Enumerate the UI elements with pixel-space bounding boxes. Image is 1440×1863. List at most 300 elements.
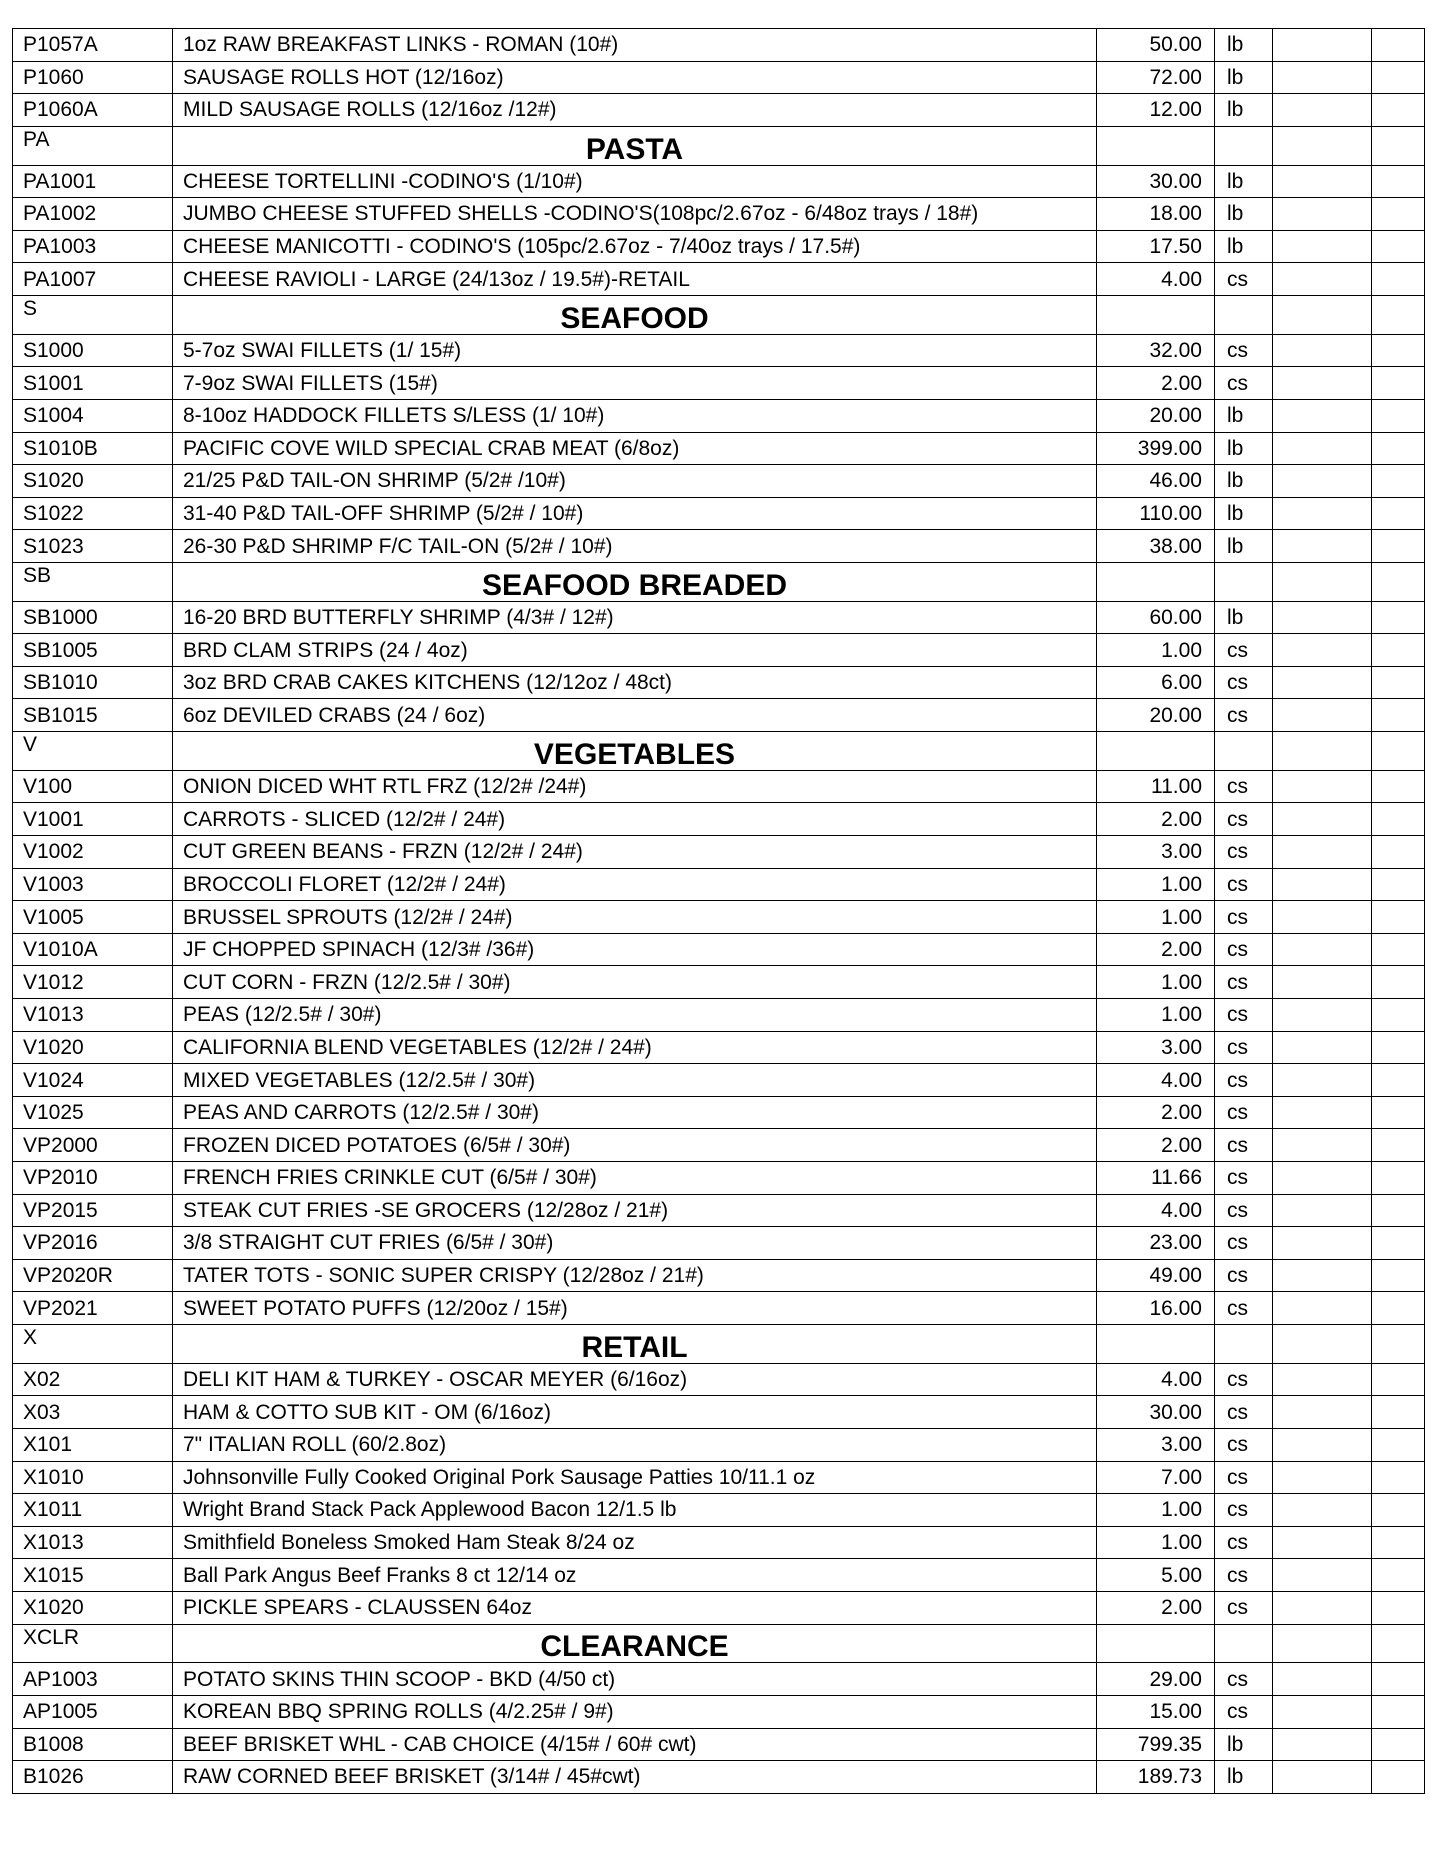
empty-cell: [1273, 198, 1372, 231]
item-description: 26-30 P&D SHRIMP F/C TAIL-ON (5/2# / 10#): [173, 530, 1097, 563]
item-description: JUMBO CHEESE STUFFED SHELLS -CODINO'S(108pc/2.67oz - 6/48oz trays / 18#): [173, 198, 1097, 231]
empty-cell: [1273, 1761, 1372, 1794]
item-description: RAW CORNED BEEF BRISKET (3/14# / 45#cwt): [173, 1761, 1097, 1794]
empty-cell: [1215, 295, 1273, 334]
item-description: FRENCH FRIES CRINKLE CUT (6/5# / 30#): [173, 1162, 1097, 1195]
item-description: PICKLE SPEARS - CLAUSSEN 64oz: [173, 1591, 1097, 1624]
item-unit: cs: [1215, 836, 1273, 869]
item-description: 7-9oz SWAI FILLETS (15#): [173, 367, 1097, 400]
empty-cell: [1372, 1624, 1425, 1663]
item-row: [13, 1461, 1425, 1494]
inventory-table-body: [13, 29, 1425, 1794]
item-row: [13, 1259, 1425, 1292]
empty-cell: [1215, 126, 1273, 165]
item-row: [13, 530, 1425, 563]
item-quantity: 1.00: [1097, 868, 1215, 901]
empty-cell: [1372, 295, 1425, 334]
empty-cell: [1215, 1324, 1273, 1363]
item-description: BROCCOLI FLORET (12/2# / 24#): [173, 868, 1097, 901]
empty-cell: [1273, 432, 1372, 465]
section-title: VEGETABLES: [173, 732, 1097, 771]
item-code: X1010: [13, 1461, 173, 1494]
empty-cell: [1372, 770, 1425, 803]
item-description: CALIFORNIA BLEND VEGETABLES (12/2# / 24#): [173, 1031, 1097, 1064]
item-code: AP1005: [13, 1695, 173, 1728]
section-code: PA: [13, 126, 173, 165]
section-header-row: [13, 562, 1425, 601]
item-description: CARROTS - SLICED (12/2# / 24#): [173, 803, 1097, 836]
item-code: PA1003: [13, 230, 173, 263]
item-row: [13, 933, 1425, 966]
item-quantity: 20.00: [1097, 399, 1215, 432]
item-description: BEEF BRISKET WHL - CAB CHOICE (4/15# / 60# cwt): [173, 1728, 1097, 1761]
empty-cell: [1273, 732, 1372, 771]
item-row: [13, 1162, 1425, 1195]
empty-cell: [1273, 1526, 1372, 1559]
item-row: [13, 61, 1425, 94]
section-title: PASTA: [173, 126, 1097, 165]
item-description: 6oz DEVILED CRABS (24 / 6oz): [173, 699, 1097, 732]
item-unit: cs: [1215, 770, 1273, 803]
item-row: [13, 1494, 1425, 1527]
item-code: V1001: [13, 803, 173, 836]
empty-cell: [1097, 1624, 1215, 1663]
empty-cell: [1273, 230, 1372, 263]
empty-cell: [1372, 933, 1425, 966]
item-code: P1060: [13, 61, 173, 94]
empty-cell: [1372, 1227, 1425, 1260]
empty-cell: [1273, 126, 1372, 165]
item-row: [13, 1031, 1425, 1064]
empty-cell: [1372, 1396, 1425, 1429]
item-description: CHEESE MANICOTTI - CODINO'S (105pc/2.67oz - 7/40oz trays / 17.5#): [173, 230, 1097, 263]
item-description: MIXED VEGETABLES (12/2.5# / 30#): [173, 1064, 1097, 1097]
item-quantity: 399.00: [1097, 432, 1215, 465]
empty-cell: [1372, 1728, 1425, 1761]
item-quantity: 29.00: [1097, 1663, 1215, 1696]
empty-cell: [1273, 1624, 1372, 1663]
empty-cell: [1372, 868, 1425, 901]
empty-cell: [1372, 1324, 1425, 1363]
item-description: STEAK CUT FRIES -SE GROCERS (12/28oz / 21#): [173, 1194, 1097, 1227]
item-row: [13, 966, 1425, 999]
item-unit: cs: [1215, 999, 1273, 1032]
item-description: SAUSAGE ROLLS HOT (12/16oz): [173, 61, 1097, 94]
item-row: [13, 1227, 1425, 1260]
item-row: [13, 1695, 1425, 1728]
item-quantity: 189.73: [1097, 1761, 1215, 1794]
item-unit: lb: [1215, 465, 1273, 498]
item-code: VP2020R: [13, 1259, 173, 1292]
item-code: V1005: [13, 901, 173, 934]
item-row: [13, 399, 1425, 432]
empty-cell: [1215, 732, 1273, 771]
item-quantity: 60.00: [1097, 601, 1215, 634]
item-quantity: 32.00: [1097, 334, 1215, 367]
item-quantity: 1.00: [1097, 999, 1215, 1032]
item-description: ONION DICED WHT RTL FRZ (12/2# /24#): [173, 770, 1097, 803]
item-unit: cs: [1215, 1194, 1273, 1227]
empty-cell: [1372, 198, 1425, 231]
item-unit: cs: [1215, 803, 1273, 836]
empty-cell: [1372, 1259, 1425, 1292]
item-unit: cs: [1215, 1129, 1273, 1162]
empty-cell: [1273, 1162, 1372, 1195]
item-code: SB1015: [13, 699, 173, 732]
item-code: PA1001: [13, 165, 173, 198]
item-row: [13, 1761, 1425, 1794]
item-unit: cs: [1215, 367, 1273, 400]
item-unit: cs: [1215, 1695, 1273, 1728]
empty-cell: [1372, 1129, 1425, 1162]
empty-cell: [1273, 29, 1372, 62]
item-quantity: 2.00: [1097, 1096, 1215, 1129]
item-quantity: 17.50: [1097, 230, 1215, 263]
item-description: Wright Brand Stack Pack Applewood Bacon 12/1.5 lb: [173, 1494, 1097, 1527]
item-code: SB1000: [13, 601, 173, 634]
item-description: CHEESE TORTELLINI -CODINO'S (1/10#): [173, 165, 1097, 198]
empty-cell: [1372, 1064, 1425, 1097]
item-row: [13, 1396, 1425, 1429]
empty-cell: [1372, 1096, 1425, 1129]
item-unit: cs: [1215, 901, 1273, 934]
item-quantity: 38.00: [1097, 530, 1215, 563]
item-unit: cs: [1215, 634, 1273, 667]
item-description: CUT CORN - FRZN (12/2.5# / 30#): [173, 966, 1097, 999]
item-quantity: 2.00: [1097, 1129, 1215, 1162]
item-code: X03: [13, 1396, 173, 1429]
item-code: S1004: [13, 399, 173, 432]
item-row: [13, 868, 1425, 901]
item-code: S1000: [13, 334, 173, 367]
section-code: V: [13, 732, 173, 771]
item-unit: cs: [1215, 1292, 1273, 1325]
item-row: [13, 230, 1425, 263]
item-row: [13, 1526, 1425, 1559]
item-quantity: 12.00: [1097, 94, 1215, 127]
section-header-row: [13, 732, 1425, 771]
item-code: P1057A: [13, 29, 173, 62]
empty-cell: [1273, 562, 1372, 601]
item-description: PACIFIC COVE WILD SPECIAL CRAB MEAT (6/8oz): [173, 432, 1097, 465]
item-code: X1015: [13, 1559, 173, 1592]
empty-cell: [1372, 1162, 1425, 1195]
item-description: PEAS AND CARROTS (12/2.5# / 30#): [173, 1096, 1097, 1129]
item-description: TATER TOTS - SONIC SUPER CRISPY (12/28oz / 21#): [173, 1259, 1097, 1292]
item-row: [13, 29, 1425, 62]
item-quantity: 4.00: [1097, 1194, 1215, 1227]
item-quantity: 11.66: [1097, 1162, 1215, 1195]
item-row: [13, 1591, 1425, 1624]
empty-cell: [1273, 497, 1372, 530]
item-unit: cs: [1215, 1162, 1273, 1195]
item-quantity: 4.00: [1097, 263, 1215, 296]
item-code: X1011: [13, 1494, 173, 1527]
empty-cell: [1372, 901, 1425, 934]
item-quantity: 15.00: [1097, 1695, 1215, 1728]
item-quantity: 110.00: [1097, 497, 1215, 530]
section-title: SEAFOOD BREADED: [173, 562, 1097, 601]
item-quantity: 2.00: [1097, 803, 1215, 836]
item-unit: lb: [1215, 61, 1273, 94]
section-header-row: [13, 295, 1425, 334]
empty-cell: [1372, 666, 1425, 699]
item-row: [13, 1559, 1425, 1592]
item-description: 8-10oz HADDOCK FILLETS S/LESS (1/ 10#): [173, 399, 1097, 432]
item-quantity: 16.00: [1097, 1292, 1215, 1325]
item-row: [13, 1129, 1425, 1162]
item-unit: lb: [1215, 165, 1273, 198]
item-description: 7" ITALIAN ROLL (60/2.8oz): [173, 1428, 1097, 1461]
item-description: CUT GREEN BEANS - FRZN (12/2# / 24#): [173, 836, 1097, 869]
item-code: B1026: [13, 1761, 173, 1794]
item-code: P1060A: [13, 94, 173, 127]
item-code: VP2021: [13, 1292, 173, 1325]
item-description: BRD CLAM STRIPS (24 / 4oz): [173, 634, 1097, 667]
section-title: SEAFOOD: [173, 295, 1097, 334]
section-code: SB: [13, 562, 173, 601]
item-code: VP2000: [13, 1129, 173, 1162]
item-unit: cs: [1215, 1591, 1273, 1624]
item-description: MILD SAUSAGE ROLLS (12/16oz /12#): [173, 94, 1097, 127]
empty-cell: [1273, 1728, 1372, 1761]
item-unit: cs: [1215, 1096, 1273, 1129]
item-code: V1002: [13, 836, 173, 869]
empty-cell: [1372, 999, 1425, 1032]
item-unit: cs: [1215, 1428, 1273, 1461]
item-quantity: 72.00: [1097, 61, 1215, 94]
item-description: JF CHOPPED SPINACH (12/3# /36#): [173, 933, 1097, 966]
item-quantity: 7.00: [1097, 1461, 1215, 1494]
inventory-table: [12, 28, 1425, 1794]
empty-cell: [1372, 465, 1425, 498]
item-unit: lb: [1215, 497, 1273, 530]
item-unit: lb: [1215, 1728, 1273, 1761]
item-unit: cs: [1215, 1663, 1273, 1696]
empty-cell: [1273, 1591, 1372, 1624]
empty-cell: [1372, 497, 1425, 530]
item-row: [13, 1363, 1425, 1396]
empty-cell: [1372, 530, 1425, 563]
item-row: [13, 770, 1425, 803]
item-unit: cs: [1215, 263, 1273, 296]
empty-cell: [1273, 1559, 1372, 1592]
item-code: V1020: [13, 1031, 173, 1064]
item-row: [13, 1728, 1425, 1761]
empty-cell: [1273, 1064, 1372, 1097]
empty-cell: [1372, 1461, 1425, 1494]
item-code: X1020: [13, 1591, 173, 1624]
item-unit: cs: [1215, 933, 1273, 966]
item-unit: lb: [1215, 601, 1273, 634]
item-unit: cs: [1215, 1494, 1273, 1527]
item-description: BRUSSEL SPROUTS (12/2# / 24#): [173, 901, 1097, 934]
empty-cell: [1372, 699, 1425, 732]
item-quantity: 4.00: [1097, 1363, 1215, 1396]
item-unit: cs: [1215, 1227, 1273, 1260]
item-description: 31-40 P&D TAIL-OFF SHRIMP (5/2# / 10#): [173, 497, 1097, 530]
item-quantity: 3.00: [1097, 1428, 1215, 1461]
item-row: [13, 1428, 1425, 1461]
item-description: 16-20 BRD BUTTERFLY SHRIMP (4/3# / 12#): [173, 601, 1097, 634]
empty-cell: [1273, 465, 1372, 498]
item-description: POTATO SKINS THIN SCOOP - BKD (4/50 ct): [173, 1663, 1097, 1696]
empty-cell: [1372, 803, 1425, 836]
empty-cell: [1273, 868, 1372, 901]
item-quantity: 30.00: [1097, 1396, 1215, 1429]
item-row: [13, 263, 1425, 296]
item-unit: cs: [1215, 1396, 1273, 1429]
empty-cell: [1273, 1663, 1372, 1696]
empty-cell: [1273, 770, 1372, 803]
item-unit: cs: [1215, 666, 1273, 699]
empty-cell: [1273, 399, 1372, 432]
item-code: X1013: [13, 1526, 173, 1559]
item-row: [13, 94, 1425, 127]
empty-cell: [1273, 1259, 1372, 1292]
item-row: [13, 1292, 1425, 1325]
item-row: [13, 601, 1425, 634]
empty-cell: [1372, 1292, 1425, 1325]
empty-cell: [1372, 1761, 1425, 1794]
empty-cell: [1372, 126, 1425, 165]
item-description: SWEET POTATO PUFFS (12/20oz / 15#): [173, 1292, 1097, 1325]
item-row: [13, 165, 1425, 198]
empty-cell: [1273, 1494, 1372, 1527]
empty-cell: [1273, 1292, 1372, 1325]
item-row: [13, 432, 1425, 465]
empty-cell: [1372, 334, 1425, 367]
item-row: [13, 803, 1425, 836]
item-unit: lb: [1215, 230, 1273, 263]
empty-cell: [1273, 1324, 1372, 1363]
empty-cell: [1273, 601, 1372, 634]
empty-cell: [1372, 94, 1425, 127]
item-code: VP2015: [13, 1194, 173, 1227]
empty-cell: [1273, 530, 1372, 563]
empty-cell: [1273, 1129, 1372, 1162]
item-quantity: 1.00: [1097, 634, 1215, 667]
item-row: [13, 1064, 1425, 1097]
empty-cell: [1372, 1494, 1425, 1527]
section-code: S: [13, 295, 173, 334]
item-quantity: 20.00: [1097, 699, 1215, 732]
item-row: [13, 334, 1425, 367]
item-description: PEAS (12/2.5# / 30#): [173, 999, 1097, 1032]
empty-cell: [1097, 126, 1215, 165]
empty-cell: [1372, 1559, 1425, 1592]
item-quantity: 2.00: [1097, 1591, 1215, 1624]
item-description: 21/25 P&D TAIL-ON SHRIMP (5/2# /10#): [173, 465, 1097, 498]
item-unit: cs: [1215, 334, 1273, 367]
section-code: X: [13, 1324, 173, 1363]
item-code: AP1003: [13, 1663, 173, 1696]
section-title: RETAIL: [173, 1324, 1097, 1363]
empty-cell: [1273, 634, 1372, 667]
empty-cell: [1372, 367, 1425, 400]
empty-cell: [1273, 1461, 1372, 1494]
item-code: PA1002: [13, 198, 173, 231]
item-description: KOREAN BBQ SPRING ROLLS (4/2.25# / 9#): [173, 1695, 1097, 1728]
empty-cell: [1372, 1695, 1425, 1728]
empty-cell: [1372, 836, 1425, 869]
item-quantity: 1.00: [1097, 966, 1215, 999]
empty-cell: [1273, 1031, 1372, 1064]
item-code: S1001: [13, 367, 173, 400]
item-description: 1oz RAW BREAKFAST LINKS - ROMAN (10#): [173, 29, 1097, 62]
empty-cell: [1372, 1663, 1425, 1696]
item-quantity: 23.00: [1097, 1227, 1215, 1260]
item-unit: lb: [1215, 198, 1273, 231]
item-unit: lb: [1215, 29, 1273, 62]
empty-cell: [1273, 1194, 1372, 1227]
empty-cell: [1372, 263, 1425, 296]
item-quantity: 18.00: [1097, 198, 1215, 231]
item-description: FROZEN DICED POTATOES (6/5# / 30#): [173, 1129, 1097, 1162]
item-row: [13, 1663, 1425, 1696]
item-unit: cs: [1215, 966, 1273, 999]
item-description: 3oz BRD CRAB CAKES KITCHENS (12/12oz / 48ct): [173, 666, 1097, 699]
empty-cell: [1273, 1695, 1372, 1728]
item-unit: lb: [1215, 432, 1273, 465]
empty-cell: [1372, 29, 1425, 62]
item-row: [13, 198, 1425, 231]
empty-cell: [1273, 94, 1372, 127]
item-unit: cs: [1215, 1031, 1273, 1064]
empty-cell: [1273, 803, 1372, 836]
empty-cell: [1273, 901, 1372, 934]
section-title: CLEARANCE: [173, 1624, 1097, 1663]
item-quantity: 30.00: [1097, 165, 1215, 198]
item-unit: lb: [1215, 1761, 1273, 1794]
item-row: [13, 1194, 1425, 1227]
item-code: V1012: [13, 966, 173, 999]
item-description: 5-7oz SWAI FILLETS (1/ 15#): [173, 334, 1097, 367]
empty-cell: [1273, 1428, 1372, 1461]
empty-cell: [1215, 562, 1273, 601]
item-code: V100: [13, 770, 173, 803]
empty-cell: [1372, 1428, 1425, 1461]
item-quantity: 4.00: [1097, 1064, 1215, 1097]
item-unit: cs: [1215, 1259, 1273, 1292]
item-unit: cs: [1215, 1064, 1273, 1097]
item-code: V1010A: [13, 933, 173, 966]
empty-cell: [1273, 933, 1372, 966]
item-unit: lb: [1215, 530, 1273, 563]
empty-cell: [1372, 1031, 1425, 1064]
empty-cell: [1372, 432, 1425, 465]
empty-cell: [1273, 1363, 1372, 1396]
section-header-row: [13, 1624, 1425, 1663]
empty-cell: [1273, 1396, 1372, 1429]
section-header-row: [13, 126, 1425, 165]
item-quantity: 3.00: [1097, 1031, 1215, 1064]
empty-cell: [1273, 263, 1372, 296]
item-code: X02: [13, 1363, 173, 1396]
item-unit: cs: [1215, 699, 1273, 732]
item-quantity: 2.00: [1097, 367, 1215, 400]
item-code: SB1005: [13, 634, 173, 667]
item-quantity: 1.00: [1097, 1526, 1215, 1559]
item-row: [13, 836, 1425, 869]
item-row: [13, 367, 1425, 400]
item-code: PA1007: [13, 263, 173, 296]
empty-cell: [1372, 1363, 1425, 1396]
item-unit: cs: [1215, 1526, 1273, 1559]
item-unit: cs: [1215, 868, 1273, 901]
empty-cell: [1372, 601, 1425, 634]
empty-cell: [1273, 666, 1372, 699]
